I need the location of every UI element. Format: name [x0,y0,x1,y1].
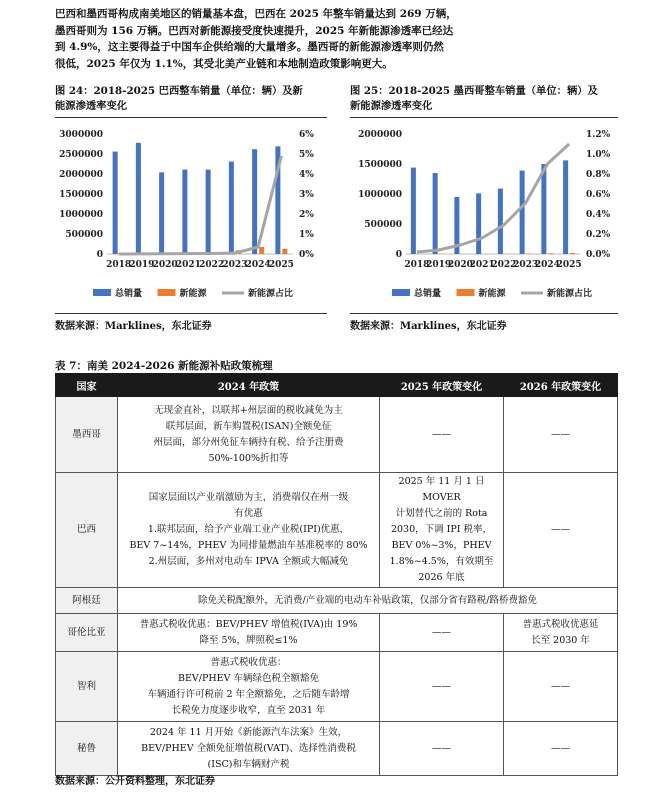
figure-25-title [350,84,625,114]
policy-2024-cell [118,473,380,588]
cell-line: BEV/PHEV 全额免征增值税(VAT)、选择性消费税 [141,742,356,754]
y-tick-label: 0 [395,250,402,260]
table-row [56,473,618,588]
y2-tick-label: 0.4% [586,210,611,220]
cell-line: BEV/PHEV 车辆绿色税全额豁免 [178,672,319,684]
table-header-row [56,374,618,397]
y2-tick-label: 5% [299,150,314,160]
cell-line: 2025 年 11 月 1 日 MOVER [398,476,485,503]
header-2025: 2025 年政策变化 [380,374,504,397]
cell-line: 普惠式税收优惠延 [522,618,599,630]
policy-2025-cell: —— [380,652,504,722]
policy-2025-cell [380,473,504,588]
bar-nev-sales [548,253,553,254]
x-tick-label: 2022 [199,260,225,270]
policy-2024-cell [118,722,380,776]
cell-line: 长税免力度逐步收窄，直至 2031 年 [171,704,326,716]
table-title: 表 7：南美 2024-2026 新能源补贴政策梳理 [55,360,273,372]
x-tick-label: 2023 [513,260,539,270]
cell-line: 2.州层面，多州对电动车 IPVA 全额或大幅减免 [148,556,349,567]
bar-total-sales [206,170,211,254]
header-2024: 2024 年政策 [118,374,380,397]
figure-24-bottom-rule [55,313,327,314]
policy-2026-cell [504,614,618,652]
cell-line: 2026 年底 [418,572,465,583]
cell-line: 2024 年 11 月开始《新能源汽车法案》生效， [149,726,348,738]
legend-swatch [392,289,410,296]
legend-label: 总销量 [115,289,143,299]
y2-tick-label: 0% [299,250,314,260]
intro-line: 很低，2025 年仅为 1.1%，其受北美产业链和本地制造政策影响更大。 [55,57,393,70]
bar-nev-sales [570,253,575,254]
legend-label: 总销量 [414,289,442,299]
intro-line: 到 4.9%，这主要得益于中国车企供给端的大量增多。墨西哥的新能源渗透率则仍然 [55,41,444,53]
y2-tick-label: 0.8% [586,170,611,180]
policy-2025-cell: —— [380,614,504,652]
figure-title-line: 能源渗透率变化 [55,100,128,112]
y-tick-label: 500000 [364,220,402,230]
bar-total-sales [159,172,164,254]
y2-tick-label: 1.0% [586,150,611,160]
x-tick-label: 2023 [222,260,248,270]
legend-label: 新能源占比 [547,289,593,299]
table-row [56,588,618,614]
cell-line: 普惠式税收优惠：BEV/PHEV 增值税(IVA)由 19% [139,618,358,630]
table-source: 数据来源：公开资料整理，东北证券 [55,776,215,787]
figure-25-top-rule [350,117,618,118]
x-tick-label: 2020 [152,260,178,270]
bar-total-sales [182,170,187,254]
x-tick-label: 2024 [534,260,560,270]
y2-tick-label: 4% [299,170,314,180]
cell-line: 车辆通行许可税前 2 年全额豁免，之后随车龄增 [147,688,350,700]
cell-line: 普惠式税收优惠： [210,656,287,668]
y-tick-label: 1500000 [358,160,402,170]
country-cell: 墨西哥 [56,397,118,473]
y2-tick-label: 1.2% [586,130,611,140]
legend-label: 新能源 [179,289,207,299]
y2-tick-label: 2% [299,210,314,220]
header-country: 国家 [56,374,118,397]
y-tick-label: 2000000 [59,170,103,180]
table-row [56,397,618,473]
cell-line: 降至 5%，牌照税≤1% [199,634,298,646]
y2-tick-label: 0.2% [586,230,611,240]
intro-paragraph [55,6,625,72]
intro-line: 墨西哥则为 156 万辆。巴西对新能源接受度快速提升，2025 年新能源渗透率已经达 [55,24,454,37]
chart-brazil-sales [55,119,327,312]
policy-2024-cell [118,397,380,473]
figure-25-bottom-rule [350,313,618,314]
policy-table [55,373,618,776]
intro-line: 巴西和墨西哥构成南美地区的销量基本盘，巴西在 2025 年整车销量达到 269 万辆， [55,8,457,20]
figure-title-line: 图 24：2018-2025 巴西整车销量（单位：辆）及新 [55,85,303,97]
legend-swatch [158,289,176,296]
bar-total-sales [476,193,481,254]
y-tick-label: 1000000 [358,190,402,200]
figure-title-line: 图 25：2018-2025 墨西哥整车销量（单位：辆）及 [350,85,598,97]
figure-25-source: 数据来源：Marklines，东北证券 [350,321,507,332]
x-tick-label: 2022 [491,260,517,270]
bar-nev-sales [259,247,264,254]
policy-2026-cell: —— [504,473,618,588]
y-tick-label: 0 [96,250,103,260]
y2-tick-label: 3% [299,190,314,200]
policy-2024-cell [118,614,380,652]
cell-line: 计划替代之前的 Rota [395,508,488,519]
policy-2026-cell: —— [504,397,618,473]
y2-tick-label: 0.0% [586,250,611,260]
bar-nev-sales [282,249,287,254]
bar-total-sales [520,171,525,254]
x-tick-label: 2025 [268,260,294,270]
legend-swatch [93,289,111,296]
cell-line: (ISC)和车辆财产税 [207,758,290,770]
bar-total-sales [229,162,234,254]
figure-24-title [55,84,330,114]
policy-2024-cell [118,652,380,722]
table-row [56,722,618,776]
y2-tick-label: 6% [299,130,314,140]
table-row [56,614,618,652]
cell-line: 州层面，部分州免征车辆持有税、给予注册费 [153,436,344,448]
x-tick-label: 2020 [447,260,473,270]
policy-2025-cell: —— [380,397,504,473]
y-tick-label: 1000000 [59,210,103,220]
bar-total-sales [113,152,118,254]
x-tick-label: 2021 [469,260,495,270]
figure-24-source: 数据来源：Marklines，东北证券 [55,321,212,332]
country-cell: 哥伦比亚 [56,614,118,652]
y2-tick-label: 1% [299,230,314,240]
country-cell: 巴西 [56,473,118,588]
policy-2026-cell: —— [504,722,618,776]
header-2026: 2026 年政策变化 [504,374,618,397]
cell-line: 国家层面以产业端激励为主，消费端仅在州一级 [148,492,349,503]
cell-line: 有优惠 [234,508,263,519]
cell-line: 1.联邦层面，给予产业端工业产业税(IPI)优惠， [147,524,350,535]
legend-label: 新能源占比 [248,289,294,299]
y-tick-label: 2000000 [358,130,402,140]
cell-line: 联邦层面，新车购置税(ISAN)全额免征 [165,420,332,432]
x-tick-label: 2018 [106,260,132,270]
policy-merged-cell: 除免关税配额外，无消费/产业端的电动车补贴政策，仅部分省有路税/路桥费豁免 [118,588,618,614]
x-tick-label: 2024 [245,260,271,270]
cell-line: 长至 2030 年 [531,634,590,646]
country-cell: 智利 [56,652,118,722]
policy-2026-cell: —— [504,652,618,722]
y-tick-label: 2500000 [59,150,103,160]
x-tick-label: 2019 [426,260,452,270]
cell-line: BEV 0%~3%，PHEV [391,540,492,551]
bar-total-sales [563,160,568,254]
bar-total-sales [498,189,503,254]
y-tick-label: 1500000 [59,190,103,200]
x-tick-label: 2019 [129,260,155,270]
y2-tick-label: 0.6% [586,190,611,200]
country-cell: 阿根廷 [56,588,118,614]
figure-24-top-rule [55,117,327,118]
cell-line: 50%-100%折扣等 [208,452,289,464]
x-tick-label: 2025 [556,260,582,270]
bar-total-sales [252,149,257,254]
x-tick-label: 2021 [175,260,201,270]
bar-total-sales [136,143,141,254]
figure-title-line: 新能源渗透率变化 [350,100,433,112]
legend-swatch [457,289,475,296]
y-tick-label: 3000000 [59,130,103,140]
bar-total-sales [541,164,546,254]
cell-line: 无现金直补，以联邦+州层面的税收减免为主 [154,404,343,416]
policy-2025-cell: —— [380,722,504,776]
table-row [56,652,618,722]
cell-line: 1.8%~4.5%，有效期至 [389,556,494,567]
chart-mexico-sales [350,119,618,312]
legend-label: 新能源 [478,289,506,299]
bar-total-sales [411,168,416,254]
bar-total-sales [433,173,438,254]
cell-line: BEV 7~14%，PHEV 为同排量燃油车基准税率的 80% [129,540,368,551]
country-cell: 秘鲁 [56,722,118,776]
x-tick-label: 2018 [404,260,430,270]
y-tick-label: 500000 [65,230,103,240]
cell-line: 2030，下调 IPI 税率， [390,524,493,535]
